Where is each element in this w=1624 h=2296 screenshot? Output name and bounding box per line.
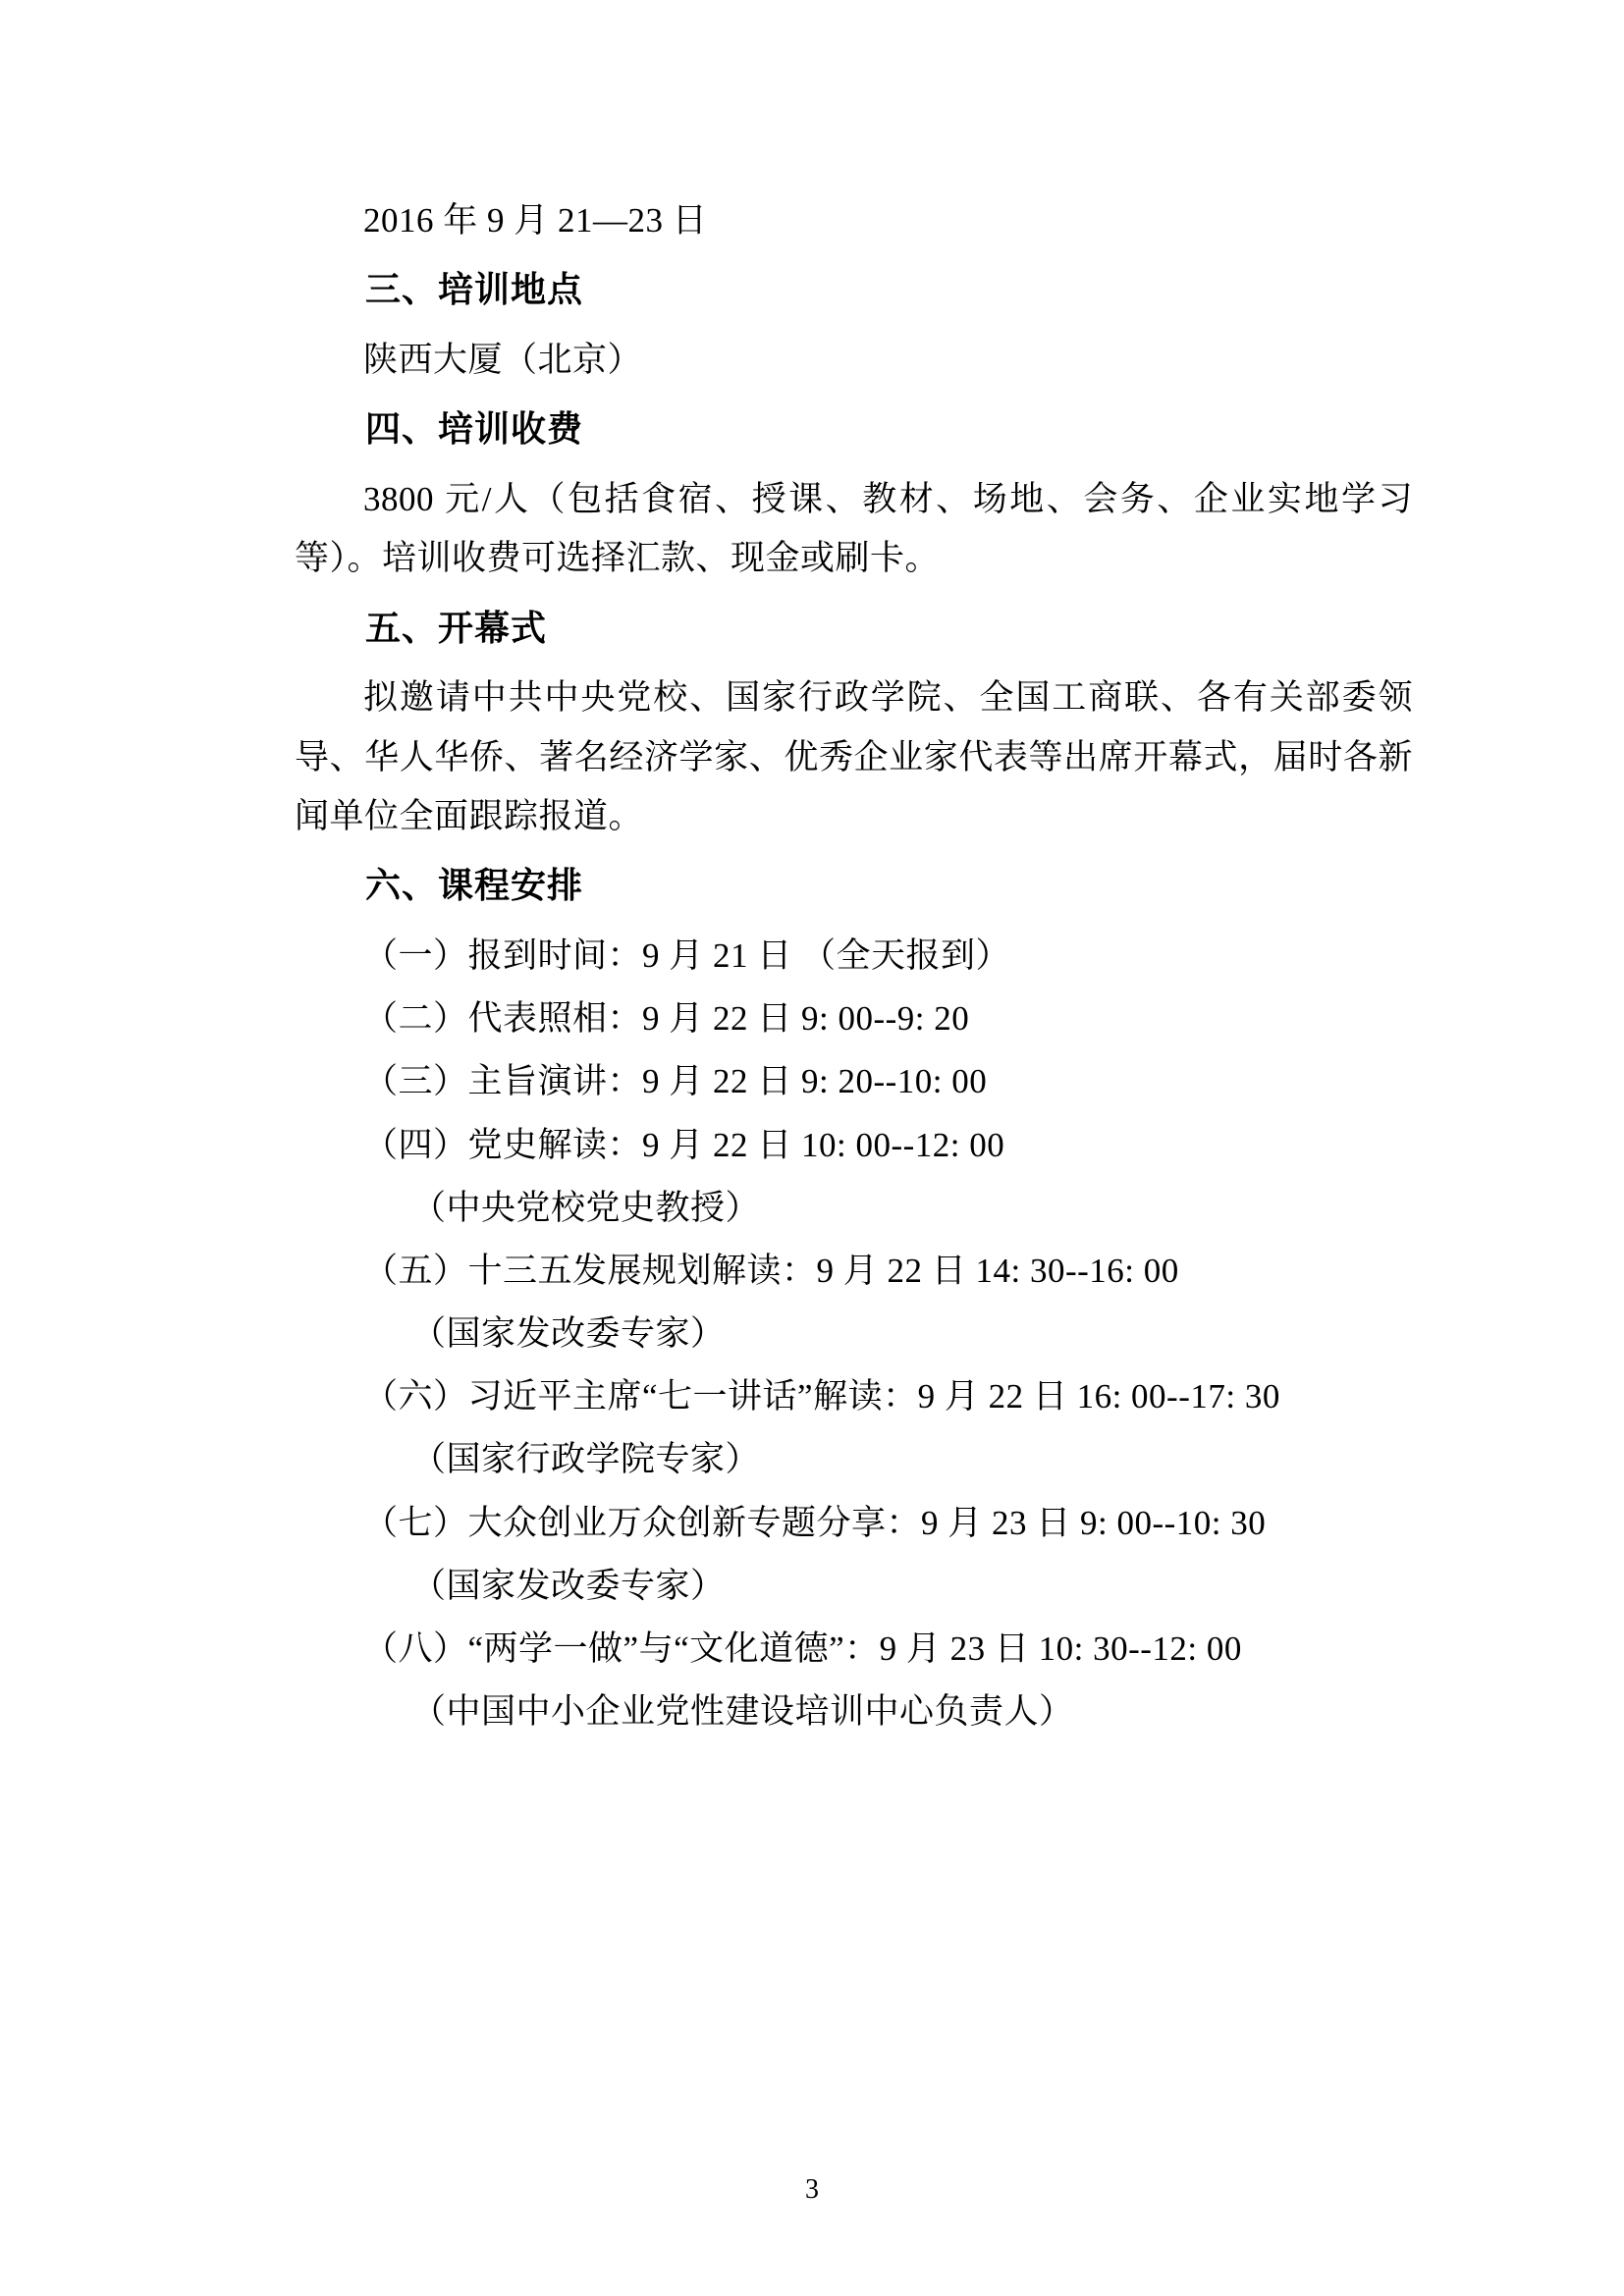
schedule-item-text: （七）大众创业万众创新专题分享：9 月 23 日 9: 00--10: 30	[363, 1503, 1267, 1542]
schedule-item-text: （八）“两学一做”与“文化道德”：9 月 23 日 10: 30--12: 00	[363, 1629, 1242, 1668]
schedule-item-text: （二）代表照相：9 月 22 日 9: 00--9: 20	[363, 999, 970, 1039]
schedule-item-text: （五）十三五发展规划解读：9 月 22 日 14: 30--16: 00	[363, 1251, 1179, 1290]
opening-ceremony-paragraph: 拟邀请中共中央党校、国家行政学院、全国工商联、各有关部委领导、华人华侨、著名经济学家、优秀企业家代表等出席开幕式，届时各新闻单位全面跟踪报道。	[295, 678, 1413, 835]
schedule-item	[295, 1242, 1413, 1363]
section-heading-opening-ceremony: 五、开幕式	[365, 608, 548, 648]
schedule-item-text: （四）党史解读：9 月 22 日 10: 00--12: 00	[363, 1125, 1005, 1164]
schedule-item-note: （国家行政学院专家）	[411, 1440, 761, 1479]
schedule-item	[295, 1367, 1413, 1489]
schedule-item-text: （六）习近平主席“七一讲话”解读：9 月 22 日 16: 00--17: 30	[363, 1377, 1280, 1416]
section-heading-course-schedule: 六、课程安排	[365, 866, 584, 906]
schedule-item	[295, 1116, 1413, 1238]
schedule-item-note: （中央党校党史教授）	[411, 1188, 761, 1227]
page-number: 3	[805, 2174, 819, 2205]
schedule-item	[295, 1620, 1413, 1741]
schedule-item-note: （国家发改委专家）	[411, 1566, 726, 1605]
section-heading-training-location: 三、培训地点	[365, 270, 584, 310]
training-fee-paragraph: 3800 元/人（包括食宿、授课、教材、场地、会务、企业实地学习等）。培训收费可选择汇款、现金或刷卡。	[295, 480, 1413, 578]
document-body	[295, 191, 1413, 1741]
training-venue: 陕西大厦（北京）	[363, 341, 643, 380]
training-date-line: 2016 年 9 月 21—23 日	[363, 201, 708, 240]
schedule-item-text: （一）报到时间：9 月 21 日 （全天报到）	[363, 935, 1011, 975]
section-heading-training-fee: 四、培训收费	[365, 409, 584, 450]
schedule-item-note: （中国中小企业党性建设培训中心负责人）	[411, 1692, 1074, 1732]
schedule-item-text: （三）主旨演讲：9 月 22 日 9: 20--10: 00	[363, 1062, 988, 1101]
schedule-item	[295, 989, 1413, 1048]
schedule-item	[295, 927, 1413, 986]
schedule-item	[295, 1494, 1413, 1616]
schedule-item	[295, 1052, 1413, 1111]
schedule-item-note: （国家发改委专家）	[411, 1314, 726, 1354]
